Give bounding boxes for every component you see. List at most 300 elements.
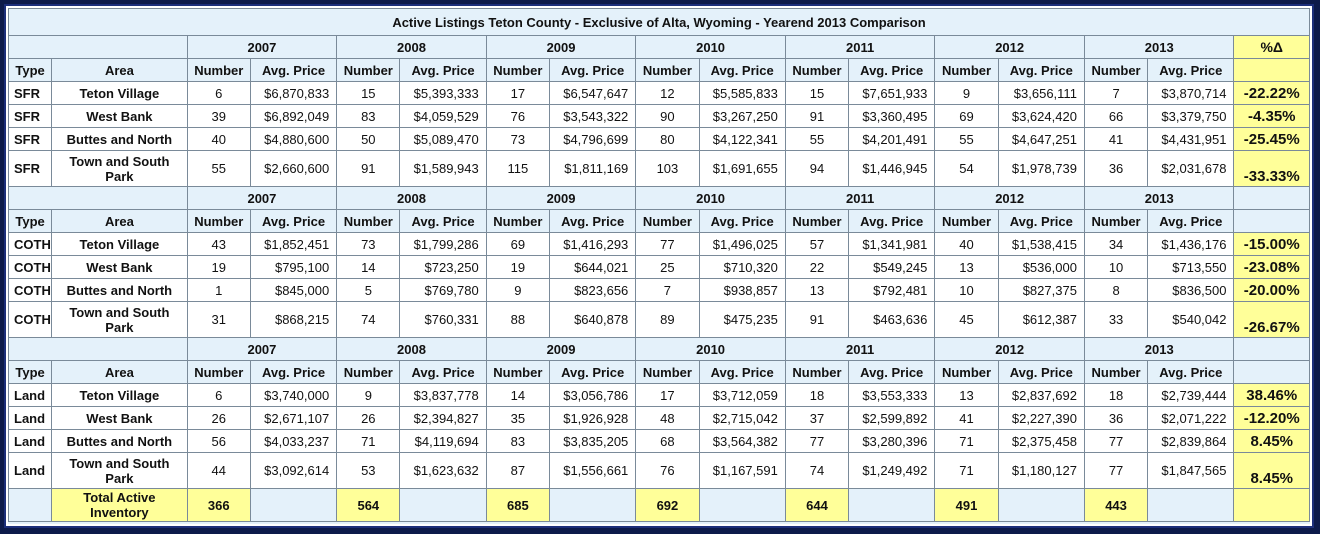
avg-price-header: Avg. Price xyxy=(998,59,1084,82)
year-header: 2011 xyxy=(785,187,935,210)
avg-price-cell: $868,215 xyxy=(250,302,336,338)
table-row xyxy=(9,128,1310,151)
type-cell: SFR xyxy=(9,105,52,128)
avg-price-cell: $3,280,396 xyxy=(849,430,935,453)
number-cell: 14 xyxy=(337,256,400,279)
number-cell: 69 xyxy=(486,233,549,256)
avg-price-cell: $549,245 xyxy=(849,256,935,279)
avg-price-cell: $723,250 xyxy=(400,256,486,279)
avg-price-cell: $2,660,600 xyxy=(250,151,336,187)
number-cell: 31 xyxy=(187,302,250,338)
type-cell: COTH xyxy=(9,256,52,279)
table-row xyxy=(9,407,1310,430)
number-cell: 26 xyxy=(337,407,400,430)
avg-price-header: Avg. Price xyxy=(849,361,935,384)
total-count-cell: 644 xyxy=(785,489,848,522)
year-header: 2009 xyxy=(486,36,636,59)
avg-price-cell: $5,393,333 xyxy=(400,82,486,105)
avg-price-cell: $4,122,341 xyxy=(699,128,785,151)
number-cell: 36 xyxy=(1084,151,1147,187)
number-cell: 33 xyxy=(1084,302,1147,338)
avg-price-header: Avg. Price xyxy=(250,361,336,384)
number-cell: 18 xyxy=(785,384,848,407)
blank-cell xyxy=(1234,187,1310,210)
avg-price-header: Avg. Price xyxy=(250,59,336,82)
number-cell: 8 xyxy=(1084,279,1147,302)
avg-price-cell: $713,550 xyxy=(1148,256,1234,279)
number-cell: 7 xyxy=(636,279,699,302)
table-row xyxy=(9,151,1310,187)
number-cell: 34 xyxy=(1084,233,1147,256)
number-cell: 19 xyxy=(187,256,250,279)
avg-price-header: Avg. Price xyxy=(849,210,935,233)
number-cell: 41 xyxy=(935,407,998,430)
blank-cell xyxy=(1148,489,1234,522)
year-header: 2013 xyxy=(1084,338,1234,361)
avg-price-cell: $7,651,933 xyxy=(849,82,935,105)
pct-change-cell: -23.08% xyxy=(1234,256,1310,279)
number-header: Number xyxy=(935,210,998,233)
avg-price-cell: $4,033,237 xyxy=(250,430,336,453)
year-header-row xyxy=(9,36,1310,59)
blank-cell xyxy=(998,489,1084,522)
table-row xyxy=(9,233,1310,256)
number-header: Number xyxy=(1084,210,1147,233)
year-header: 2012 xyxy=(935,338,1085,361)
number-cell: 7 xyxy=(1084,82,1147,105)
number-cell: 71 xyxy=(935,430,998,453)
number-cell: 89 xyxy=(636,302,699,338)
area-cell: West Bank xyxy=(52,407,188,430)
number-cell: 68 xyxy=(636,430,699,453)
year-header: 2007 xyxy=(187,187,337,210)
area-cell: West Bank xyxy=(52,105,188,128)
avg-price-cell: $1,341,981 xyxy=(849,233,935,256)
number-cell: 44 xyxy=(187,453,250,489)
number-cell: 73 xyxy=(337,233,400,256)
avg-price-header: Avg. Price xyxy=(549,361,635,384)
year-header: 2010 xyxy=(636,187,786,210)
blank-cell xyxy=(549,489,635,522)
number-cell: 15 xyxy=(337,82,400,105)
pct-change-cell: 8.45% xyxy=(1234,453,1310,489)
avg-price-cell: $1,180,127 xyxy=(998,453,1084,489)
number-cell: 77 xyxy=(785,430,848,453)
table-row xyxy=(9,82,1310,105)
avg-price-cell: $3,564,382 xyxy=(699,430,785,453)
area-header: Area xyxy=(52,210,188,233)
avg-price-cell: $3,543,322 xyxy=(549,105,635,128)
pct-change-cell: -22.22% xyxy=(1234,82,1310,105)
total-row xyxy=(9,489,1310,522)
avg-price-cell: $3,092,614 xyxy=(250,453,336,489)
avg-price-cell: $792,481 xyxy=(849,279,935,302)
column-header-row xyxy=(9,361,1310,384)
avg-price-cell: $845,000 xyxy=(250,279,336,302)
number-cell: 17 xyxy=(636,384,699,407)
number-cell: 83 xyxy=(337,105,400,128)
blank-cell xyxy=(1234,210,1310,233)
avg-price-cell: $536,000 xyxy=(998,256,1084,279)
number-cell: 39 xyxy=(187,105,250,128)
number-cell: 41 xyxy=(1084,128,1147,151)
avg-price-cell: $2,394,827 xyxy=(400,407,486,430)
year-header-row xyxy=(9,187,1310,210)
total-count-cell: 685 xyxy=(486,489,549,522)
number-cell: 76 xyxy=(636,453,699,489)
type-cell: SFR xyxy=(9,128,52,151)
number-cell: 36 xyxy=(1084,407,1147,430)
number-cell: 83 xyxy=(486,430,549,453)
number-cell: 74 xyxy=(785,453,848,489)
number-cell: 37 xyxy=(785,407,848,430)
number-cell: 73 xyxy=(486,128,549,151)
avg-price-header: Avg. Price xyxy=(549,59,635,82)
number-cell: 6 xyxy=(187,82,250,105)
number-cell: 56 xyxy=(187,430,250,453)
number-cell: 87 xyxy=(486,453,549,489)
avg-price-cell: $1,589,943 xyxy=(400,151,486,187)
listings-panel xyxy=(6,6,1312,526)
avg-price-cell: $1,436,176 xyxy=(1148,233,1234,256)
table-row xyxy=(9,279,1310,302)
avg-price-cell: $2,227,390 xyxy=(998,407,1084,430)
year-header: 2008 xyxy=(337,36,487,59)
number-cell: 43 xyxy=(187,233,250,256)
number-cell: 12 xyxy=(636,82,699,105)
area-cell: Buttes and North xyxy=(52,430,188,453)
avg-price-cell: $2,671,107 xyxy=(250,407,336,430)
number-cell: 9 xyxy=(337,384,400,407)
area-header: Area xyxy=(52,361,188,384)
avg-price-cell: $1,852,451 xyxy=(250,233,336,256)
type-cell: SFR xyxy=(9,151,52,187)
number-header: Number xyxy=(1084,59,1147,82)
table-row xyxy=(9,105,1310,128)
number-header: Number xyxy=(187,59,250,82)
avg-price-cell: $3,056,786 xyxy=(549,384,635,407)
blank-cell xyxy=(250,489,336,522)
total-count-cell: 491 xyxy=(935,489,998,522)
avg-price-cell: $4,647,251 xyxy=(998,128,1084,151)
avg-price-header: Avg. Price xyxy=(998,210,1084,233)
number-cell: 76 xyxy=(486,105,549,128)
number-cell: 53 xyxy=(337,453,400,489)
total-count-cell: 692 xyxy=(636,489,699,522)
year-header: 2007 xyxy=(187,338,337,361)
year-header: 2009 xyxy=(486,187,636,210)
avg-price-cell: $4,431,951 xyxy=(1148,128,1234,151)
avg-price-cell: $2,837,692 xyxy=(998,384,1084,407)
number-header: Number xyxy=(486,59,549,82)
type-cell: Land xyxy=(9,453,52,489)
avg-price-header: Avg. Price xyxy=(250,210,336,233)
avg-price-cell: $2,599,892 xyxy=(849,407,935,430)
number-cell: 91 xyxy=(337,151,400,187)
avg-price-cell: $827,375 xyxy=(998,279,1084,302)
type-cell: COTH xyxy=(9,279,52,302)
avg-price-cell: $710,320 xyxy=(699,256,785,279)
avg-price-cell: $2,375,458 xyxy=(998,430,1084,453)
year-header: 2013 xyxy=(1084,36,1234,59)
blank-cell xyxy=(1234,489,1310,522)
number-cell: 45 xyxy=(935,302,998,338)
year-header: 2011 xyxy=(785,338,935,361)
avg-price-cell: $3,624,420 xyxy=(998,105,1084,128)
blank-cell xyxy=(9,338,188,361)
number-cell: 17 xyxy=(486,82,549,105)
avg-price-cell: $1,556,661 xyxy=(549,453,635,489)
avg-price-cell: $836,500 xyxy=(1148,279,1234,302)
number-cell: 74 xyxy=(337,302,400,338)
type-cell: Land xyxy=(9,430,52,453)
avg-price-cell: $3,837,778 xyxy=(400,384,486,407)
number-cell: 48 xyxy=(636,407,699,430)
number-cell: 18 xyxy=(1084,384,1147,407)
number-cell: 40 xyxy=(187,128,250,151)
area-cell: Teton Village xyxy=(52,384,188,407)
number-cell: 22 xyxy=(785,256,848,279)
number-header: Number xyxy=(486,210,549,233)
number-header: Number xyxy=(636,361,699,384)
number-header: Number xyxy=(337,59,400,82)
number-header: Number xyxy=(187,210,250,233)
number-cell: 69 xyxy=(935,105,998,128)
avg-price-cell: $3,656,111 xyxy=(998,82,1084,105)
blank-cell xyxy=(9,489,52,522)
area-cell: Town and South Park xyxy=(52,151,188,187)
avg-price-header: Avg. Price xyxy=(400,59,486,82)
avg-price-cell: $2,839,864 xyxy=(1148,430,1234,453)
table-row xyxy=(9,453,1310,489)
number-cell: 19 xyxy=(486,256,549,279)
avg-price-cell: $823,656 xyxy=(549,279,635,302)
number-cell: 14 xyxy=(486,384,549,407)
number-cell: 25 xyxy=(636,256,699,279)
number-cell: 94 xyxy=(785,151,848,187)
pct-change-cell: 38.46% xyxy=(1234,384,1310,407)
type-cell: SFR xyxy=(9,82,52,105)
avg-price-header: Avg. Price xyxy=(1148,59,1234,82)
blank-cell xyxy=(9,36,188,59)
table-row xyxy=(9,430,1310,453)
avg-price-cell: $760,331 xyxy=(400,302,486,338)
total-count-cell: 366 xyxy=(187,489,250,522)
avg-price-cell: $612,387 xyxy=(998,302,1084,338)
total-label: Total Active Inventory xyxy=(52,489,188,522)
type-cell: Land xyxy=(9,407,52,430)
avg-price-cell: $1,926,928 xyxy=(549,407,635,430)
avg-price-header: Avg. Price xyxy=(699,59,785,82)
avg-price-cell: $4,796,699 xyxy=(549,128,635,151)
avg-price-cell: $2,071,222 xyxy=(1148,407,1234,430)
number-cell: 13 xyxy=(785,279,848,302)
blank-cell xyxy=(849,489,935,522)
avg-price-cell: $3,712,059 xyxy=(699,384,785,407)
number-cell: 9 xyxy=(486,279,549,302)
avg-price-cell: $6,892,049 xyxy=(250,105,336,128)
avg-price-cell: $5,089,470 xyxy=(400,128,486,151)
table-row xyxy=(9,384,1310,407)
number-cell: 91 xyxy=(785,105,848,128)
column-header-row xyxy=(9,210,1310,233)
avg-price-cell: $3,835,205 xyxy=(549,430,635,453)
blank-cell xyxy=(1234,338,1310,361)
pct-change-cell: -25.45% xyxy=(1234,128,1310,151)
avg-price-cell: $1,847,565 xyxy=(1148,453,1234,489)
pct-change-cell: 8.45% xyxy=(1234,430,1310,453)
avg-price-cell: $6,870,833 xyxy=(250,82,336,105)
type-cell: COTH xyxy=(9,302,52,338)
total-count-cell: 564 xyxy=(337,489,400,522)
avg-price-cell: $5,585,833 xyxy=(699,82,785,105)
avg-price-header: Avg. Price xyxy=(400,210,486,233)
blank-cell xyxy=(1234,59,1310,82)
avg-price-cell: $4,201,491 xyxy=(849,128,935,151)
area-cell: Buttes and North xyxy=(52,128,188,151)
number-cell: 50 xyxy=(337,128,400,151)
number-cell: 115 xyxy=(486,151,549,187)
avg-price-cell: $3,740,000 xyxy=(250,384,336,407)
number-header: Number xyxy=(636,210,699,233)
avg-price-cell: $3,553,333 xyxy=(849,384,935,407)
year-header: 2008 xyxy=(337,187,487,210)
avg-price-header: Avg. Price xyxy=(998,361,1084,384)
avg-price-cell: $3,267,250 xyxy=(699,105,785,128)
type-header: Type xyxy=(9,59,52,82)
number-header: Number xyxy=(935,59,998,82)
table-row xyxy=(9,256,1310,279)
column-header-row xyxy=(9,59,1310,82)
number-header: Number xyxy=(785,361,848,384)
avg-price-cell: $2,031,678 xyxy=(1148,151,1234,187)
blank-cell xyxy=(699,489,785,522)
number-cell: 35 xyxy=(486,407,549,430)
number-header: Number xyxy=(187,361,250,384)
year-header: 2013 xyxy=(1084,187,1234,210)
number-cell: 40 xyxy=(935,233,998,256)
number-cell: 6 xyxy=(187,384,250,407)
avg-price-cell: $1,691,655 xyxy=(699,151,785,187)
area-cell: Town and South Park xyxy=(52,453,188,489)
number-cell: 66 xyxy=(1084,105,1147,128)
avg-price-cell: $1,446,945 xyxy=(849,151,935,187)
avg-price-cell: $4,059,529 xyxy=(400,105,486,128)
pct-change-cell: -33.33% xyxy=(1234,151,1310,187)
number-cell: 5 xyxy=(337,279,400,302)
number-cell: 90 xyxy=(636,105,699,128)
area-cell: Teton Village xyxy=(52,82,188,105)
number-cell: 26 xyxy=(187,407,250,430)
avg-price-cell: $938,857 xyxy=(699,279,785,302)
pct-change-cell: -15.00% xyxy=(1234,233,1310,256)
avg-price-cell: $3,360,495 xyxy=(849,105,935,128)
number-cell: 54 xyxy=(935,151,998,187)
avg-price-header: Avg. Price xyxy=(849,59,935,82)
number-header: Number xyxy=(636,59,699,82)
number-cell: 80 xyxy=(636,128,699,151)
avg-price-cell: $4,880,600 xyxy=(250,128,336,151)
number-cell: 10 xyxy=(935,279,998,302)
number-cell: 77 xyxy=(1084,430,1147,453)
number-cell: 55 xyxy=(785,128,848,151)
number-cell: 57 xyxy=(785,233,848,256)
avg-price-cell: $4,119,694 xyxy=(400,430,486,453)
number-header: Number xyxy=(486,361,549,384)
avg-price-cell: $6,547,647 xyxy=(549,82,635,105)
area-cell: West Bank xyxy=(52,256,188,279)
year-header: 2011 xyxy=(785,36,935,59)
table-row xyxy=(9,302,1310,338)
number-cell: 9 xyxy=(935,82,998,105)
type-cell: Land xyxy=(9,384,52,407)
number-cell: 55 xyxy=(935,128,998,151)
avg-price-cell: $1,249,492 xyxy=(849,453,935,489)
pct-change-cell: -4.35% xyxy=(1234,105,1310,128)
avg-price-cell: $540,042 xyxy=(1148,302,1234,338)
avg-price-cell: $3,870,714 xyxy=(1148,82,1234,105)
number-cell: 71 xyxy=(337,430,400,453)
avg-price-header: Avg. Price xyxy=(699,361,785,384)
blank-cell xyxy=(9,187,188,210)
type-header: Type xyxy=(9,361,52,384)
number-cell: 15 xyxy=(785,82,848,105)
avg-price-cell: $1,811,169 xyxy=(549,151,635,187)
avg-price-cell: $2,715,042 xyxy=(699,407,785,430)
year-header: 2009 xyxy=(486,338,636,361)
number-cell: 77 xyxy=(1084,453,1147,489)
area-cell: Teton Village xyxy=(52,233,188,256)
avg-price-cell: $795,100 xyxy=(250,256,336,279)
type-cell: COTH xyxy=(9,233,52,256)
avg-price-header: Avg. Price xyxy=(1148,361,1234,384)
number-cell: 55 xyxy=(187,151,250,187)
number-header: Number xyxy=(337,361,400,384)
number-cell: 13 xyxy=(935,384,998,407)
avg-price-cell: $640,878 xyxy=(549,302,635,338)
avg-price-cell: $1,496,025 xyxy=(699,233,785,256)
listings-table xyxy=(8,8,1310,522)
year-header: 2007 xyxy=(187,36,337,59)
total-count-cell: 443 xyxy=(1084,489,1147,522)
avg-price-cell: $1,799,286 xyxy=(400,233,486,256)
blank-cell xyxy=(1234,361,1310,384)
avg-price-header: Avg. Price xyxy=(400,361,486,384)
pct-change-header: %Δ xyxy=(1234,36,1310,59)
table-title: Active Listings Teton County - Exclusive of Alta, Wyoming - Yearend 2013 Comparison xyxy=(9,9,1310,36)
avg-price-cell: $475,235 xyxy=(699,302,785,338)
avg-price-header: Avg. Price xyxy=(699,210,785,233)
number-cell: 103 xyxy=(636,151,699,187)
avg-price-header: Avg. Price xyxy=(549,210,635,233)
avg-price-cell: $2,739,444 xyxy=(1148,384,1234,407)
number-cell: 10 xyxy=(1084,256,1147,279)
pct-change-cell: -20.00% xyxy=(1234,279,1310,302)
avg-price-cell: $769,780 xyxy=(400,279,486,302)
year-header: 2012 xyxy=(935,187,1085,210)
type-header: Type xyxy=(9,210,52,233)
pct-change-cell: -26.67% xyxy=(1234,302,1310,338)
avg-price-cell: $1,416,293 xyxy=(549,233,635,256)
area-cell: Town and South Park xyxy=(52,302,188,338)
pct-change-cell: -12.20% xyxy=(1234,407,1310,430)
number-cell: 77 xyxy=(636,233,699,256)
blank-cell xyxy=(400,489,486,522)
number-cell: 1 xyxy=(187,279,250,302)
number-header: Number xyxy=(785,59,848,82)
avg-price-cell: $644,021 xyxy=(549,256,635,279)
year-header: 2012 xyxy=(935,36,1085,59)
